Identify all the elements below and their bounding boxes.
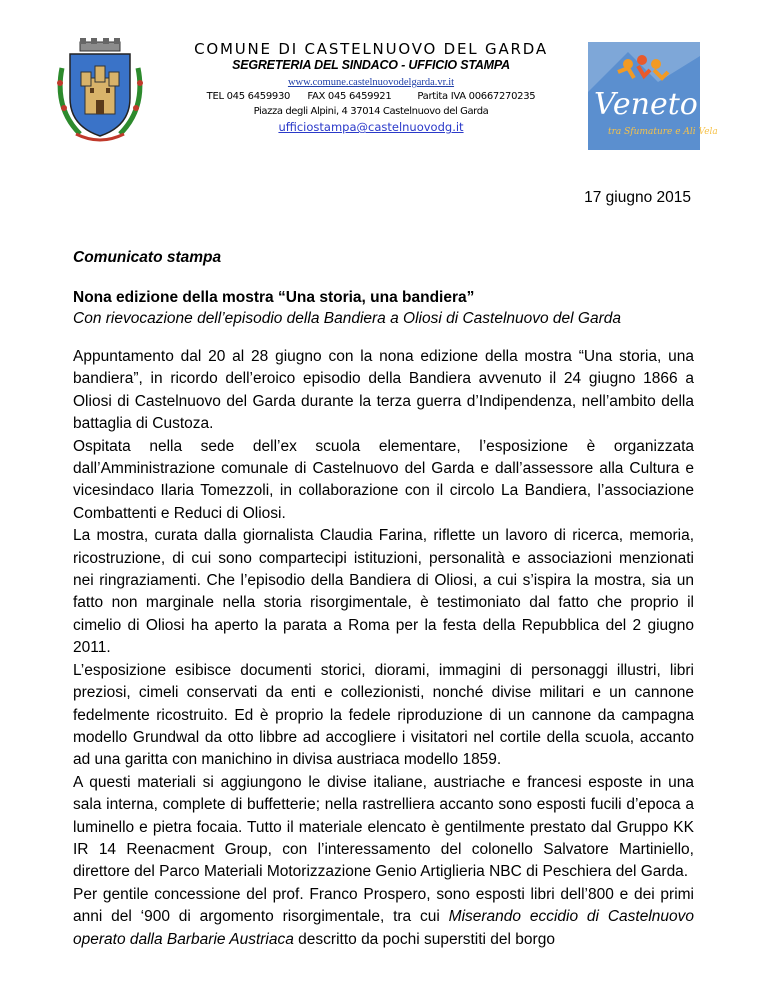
- body-paragraph: Ospitata nella sede dell’ex scuola elementare, l’esposizione è organizzata dall’Amministrazione comunale di Castelnuovo del Garda e dall’assessore alla Cultura e vicesindaco Ilaria Tomezzoli, in collaborazione con il circolo La Bandiera, l’associazione Combattenti e Reduci di Oliosi.: [73, 437, 694, 522]
- veneto-logo-tagline: tra Sfumature e Ali Vela: [608, 127, 718, 137]
- body-paragraph-last: [73, 884, 694, 951]
- document-kicker: Comunicato stampa: [73, 249, 222, 266]
- body-text: descritto da pochi superstiti del borgo: [293, 930, 555, 948]
- header-tel: TEL 045 6459930: [206, 91, 291, 102]
- header-website-link[interactable]: www.comune.castelnuovodelgarda.vr.it: [287, 77, 455, 88]
- header-contacts: [160, 91, 582, 102]
- document-body: [73, 346, 694, 951]
- document-headline: Nona edizione della mostra “Una storia, una bandiera”: [73, 289, 475, 306]
- header-vat: Partita IVA 00667270235: [417, 91, 536, 102]
- document-subhead: Con rievocazione dell’episodio della Bandiera a Oliosi di Castelnuovo del Garda: [73, 310, 621, 327]
- book-title: Miserando eccidio di Castelnuovo operato dalla Barbarie Austriaca: [73, 908, 694, 948]
- header-subtitle: SEGRETERIA DEL SINDACO - UFFICIO STAMPA: [232, 58, 510, 72]
- header-address: Piazza degli Alpini, 4 37014 Castelnuovo del Garda: [253, 106, 489, 117]
- body-paragraph: La mostra, curata dalla giornalista Claudia Farina, riflette un lavoro di ricerca, memoria, ricostruzione, di cui sono compartecipi istituzioni, personalità e associazioni menzionati nei ringraziamenti. Che l’episodio della Bandiera di Oliosi, a cui s’ispira la mostra, sia un fatto non marginale nella storia risorgimentale, è testimoniato dal fatto che proprio il cimelio di Oliosi ha aperto la parata a Roma per la festa della Repubblica del 2 giugno 2011.: [73, 527, 694, 657]
- body-paragraph: A questi materiali si aggiungono le divise italiane, austriache e francesi esposte in una sala interna, complete di buffetterie; nella rastrelliera accanto sono esposti fucili d’epoca a luminello e pietra focaia. Tutto il materiale elencato è gentilmente prestato dal Gruppo KK IR 14 Reenacment Group, con l’interessamento del colonello Salvatore Martiniello, direttore del Parco Materiali Motorizzazione Genio Artiglieria NBC di Peschiera del Garda.: [73, 773, 694, 881]
- header-fax: FAX 045 6459921: [307, 91, 392, 102]
- castelnuovo-crest-logo: [50, 38, 150, 146]
- document-date: 17 giugno 2015: [584, 189, 691, 206]
- header-title: COMUNE DI CASTELNUOVO DEL GARDA: [194, 40, 548, 58]
- body-text: Per gentile concessione del prof. Franco Prospero, sono esposti libri dell’800 e dei primi anni del ‘900 di argomento risorgimentale, tra cui: [73, 885, 694, 926]
- body-paragraph: L’esposizione esibisce documenti storici, diorami, immagini di personaggi illustri, libri preziosi, cimeli conservati da enti e collezionisti, nonché divise militari e un cannone fedelmente ricostruito. Ed è proprio la fedele riproduzione di un cannone da campagna modello Grundwal da otto libbre ad accogliere i visitatori nel cortile della scuola, accanto ad una garitta con manichino in divisa austriaca modello 1859.: [73, 661, 694, 769]
- veneto-logo-text: Veneto: [594, 87, 698, 122]
- veneto-region-logo: [588, 42, 718, 150]
- body-paragraph: Appuntamento dal 20 al 28 giugno con la nona edizione della mostra “Una storia, una bandiera”, in ricordo dell’eroico episodio della Bandiera avvenuto il 24 giugno 1866 a Oliosi di Castelnuovo del Garda durante la terza guerra d’Indipendenza, nell’ambito della battaglia di Custoza.: [73, 348, 694, 433]
- header-email-link[interactable]: ufficiostampa@castelnuovodg.it: [278, 120, 464, 134]
